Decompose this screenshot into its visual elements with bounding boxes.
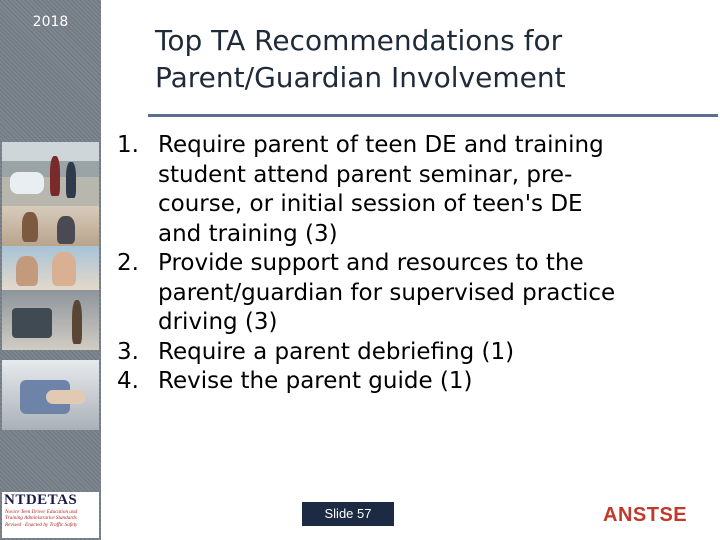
ntdetas-logo-title: NTDETAS bbox=[4, 492, 78, 508]
list-item-number: 2. bbox=[117, 250, 139, 276]
anstse-logo: ANSTSE bbox=[603, 504, 688, 526]
sidebar-photo-driver bbox=[2, 246, 99, 290]
title-underline bbox=[148, 114, 718, 117]
sidebar-photo-instructor bbox=[2, 290, 99, 350]
list-item bbox=[117, 131, 717, 249]
list-item-number: 3. bbox=[117, 338, 139, 365]
slide-title-line-1: Top TA Recommendations for bbox=[155, 24, 563, 57]
list-item-number: 4. bbox=[117, 368, 139, 394]
ntdetas-logo-subtitle: Novice Teen Driver Education and Training Administrative Standards Revised · Enacted by Traffic Safety bbox=[5, 509, 78, 528]
list-item bbox=[117, 367, 717, 397]
sidebar-photo-keyboard bbox=[2, 360, 99, 430]
list-item-text: Require parent of teen DE and training student attend parent seminar, pre- course, or initial session of teen's DE and training (3) bbox=[158, 132, 604, 247]
slide-title-line-2: Parent/Guardian Involvement bbox=[155, 61, 566, 94]
sidebar bbox=[0, 0, 101, 540]
list-item-text: Provide support and resources to the parent/guardian for supervised practice driving (3) bbox=[158, 250, 616, 335]
slide-title bbox=[155, 22, 695, 96]
sidebar-photo-classroom bbox=[2, 206, 99, 246]
slide-number-badge: Slide 57 bbox=[302, 502, 394, 526]
list-item bbox=[117, 249, 717, 338]
list-item-text: Require a parent debriefing (1) bbox=[158, 338, 515, 365]
ntdetas-logo bbox=[2, 492, 99, 538]
sidebar-photo-car bbox=[2, 142, 99, 206]
year-label: 2018 bbox=[32, 14, 69, 30]
recommendation-list bbox=[117, 131, 717, 397]
list-item-text: Revise the parent guide (1) bbox=[158, 368, 473, 394]
list-item bbox=[117, 338, 717, 368]
list-item-number: 1. bbox=[117, 132, 139, 158]
